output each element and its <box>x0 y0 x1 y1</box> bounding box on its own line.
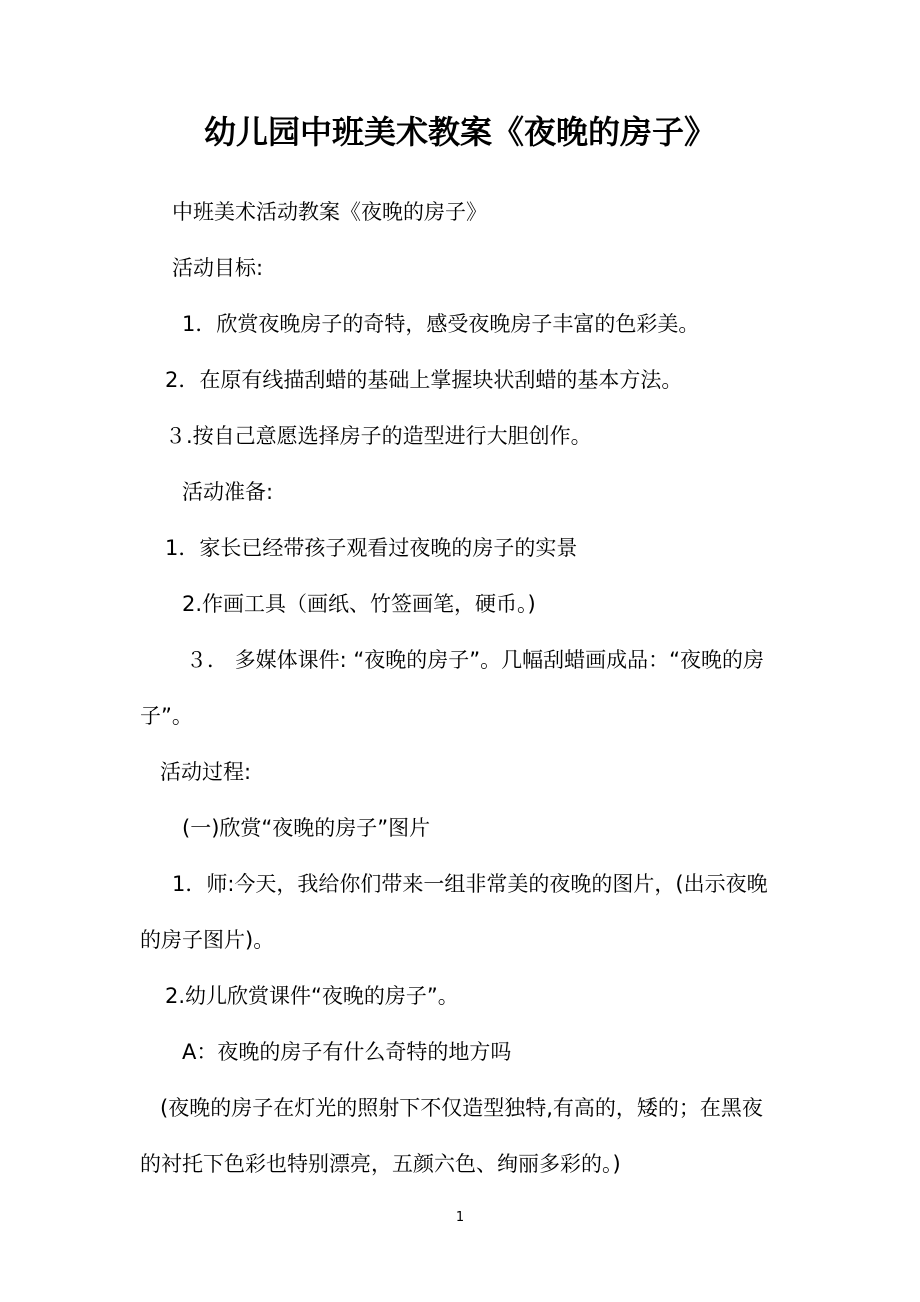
section-heading-goals: 活动目标: <box>172 256 264 280</box>
process-item-2: 2.幼儿欣赏课件“夜晚的房子”。 <box>165 984 459 1008</box>
document-title: 幼儿园中班美术教案《夜晚的房子》 <box>203 113 716 151</box>
goal-item-1: 1．欣赏夜晚房子的奇特，感受夜晚房子丰富的色彩美。 <box>182 312 700 336</box>
process-item-1-line-1: 1．师:今天，我给你们带来一组非常美的夜晚的图片，(出示夜晚 <box>172 872 768 896</box>
section-heading-process: 活动过程: <box>160 760 252 784</box>
preparation-item-1: 1．家长已经带孩子观看过夜晚的房子的实景 <box>165 536 578 560</box>
process-answer-line-2: 的衬托下色彩也特别漂亮，五颜六色、绚丽多彩的。) <box>140 1152 621 1176</box>
goal-item-3: ３.按自己意愿选择房子的造型进行大胆创作。 <box>165 424 592 448</box>
preparation-item-3-line-1: ３． 多媒体课件: “夜晚的房子”。几幅刮蜡画成品：“夜晚的房 <box>186 648 765 672</box>
goal-item-2: 2．在原有线描刮蜡的基础上掌握块状刮蜡的基本方法。 <box>165 368 683 392</box>
process-subheading-1: (一)欣赏“夜晚的房子”图片 <box>182 816 431 840</box>
preparation-item-3-line-2: 子”。 <box>140 704 193 728</box>
preparation-item-2: 2.作画工具（画纸、竹签画笔，硬币。) <box>182 592 536 616</box>
process-item-1-line-2: 的房子图片)。 <box>140 928 275 952</box>
process-question-a: A：夜晚的房子有什么奇特的地方吗 <box>182 1040 512 1064</box>
page-number: 1 <box>455 1210 465 1225</box>
process-answer-line-1: (夜晚的房子在灯光的照射下不仅造型独特,有高的，矮的；在黑夜 <box>160 1096 763 1120</box>
subtitle-line: 中班美术活动教案《夜晚的房子》 <box>172 200 487 224</box>
section-heading-preparation: 活动准备: <box>182 480 274 504</box>
